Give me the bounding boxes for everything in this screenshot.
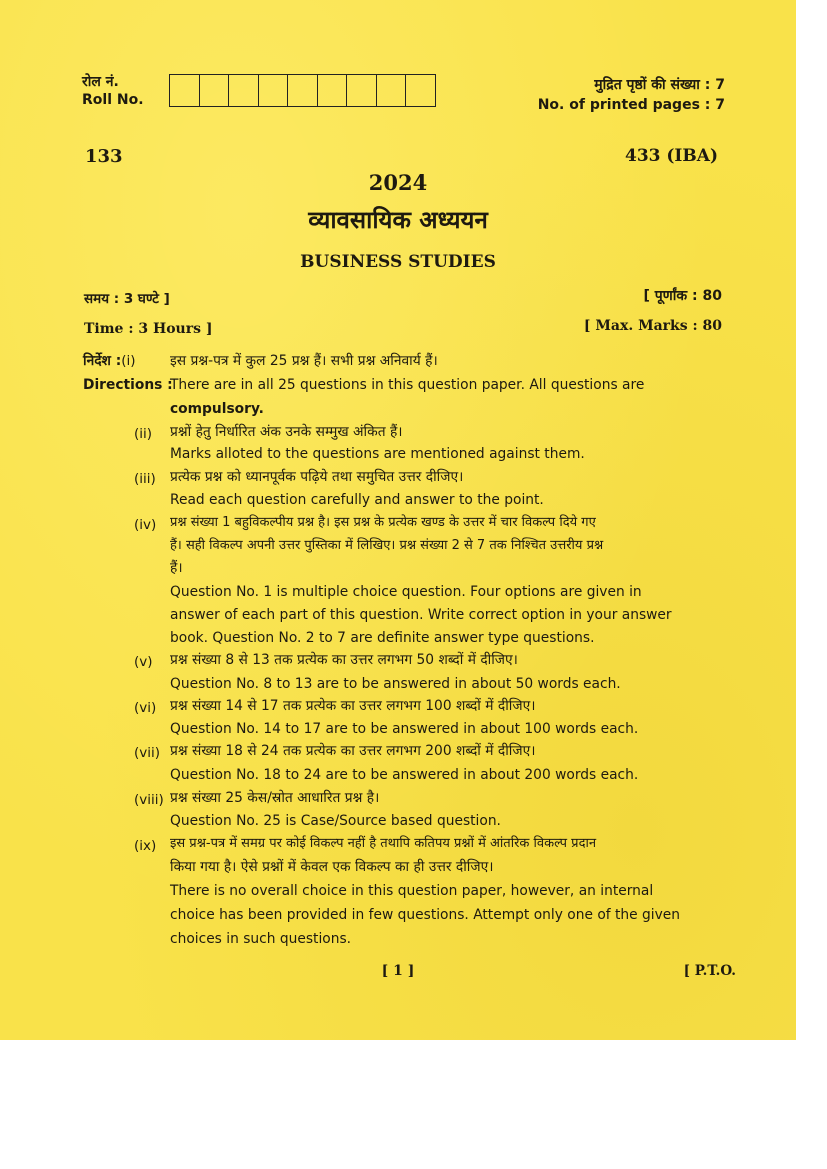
- direction-4-hindi-line2: हैं। सही विकल्प अपनी उत्तर पुस्तिका में लिखिए। प्रश्न संख्या 2 से 7 तक निश्चित उत्तरीय प्रश्न: [170, 538, 604, 553]
- paper-code-right: 433 (IBA): [624, 146, 718, 166]
- roll-box: [170, 75, 200, 106]
- direction-number: (ii): [134, 426, 153, 442]
- please-turn-over: [ P.T.O.: [683, 963, 736, 979]
- direction-7-english: Question No. 18 to 24 are to be answered in about 200 words each.: [170, 767, 639, 783]
- direction-number: (iii): [134, 471, 156, 487]
- directions-hindi-label: [83, 350, 136, 372]
- direction-1-hindi: इस प्रश्न-पत्र में कुल 25 प्रश्न हैं। सभी प्रश्न अनिवार्य हैं।: [170, 353, 438, 369]
- roll-box: [318, 75, 348, 106]
- max-marks-english: [ Max. Marks : 80: [583, 318, 722, 334]
- direction-6-english: Question No. 14 to 17 are to be answered in about 100 words each.: [170, 721, 639, 737]
- subject-title-hindi: व्यावसायिक अध्ययन: [308, 206, 488, 234]
- direction-5-hindi: प्रश्न संख्या 8 से 13 तक प्रत्येक का उत्तर लगभग 50 शब्दों में दीजिए।: [170, 652, 518, 668]
- direction-9-english-line1: There is no overall choice in this question paper, however, an internal: [170, 883, 654, 899]
- directions-label-hindi: निर्देश :: [83, 353, 122, 369]
- roll-number-label: [82, 73, 144, 109]
- direction-9-english-line3: choices in such questions.: [170, 931, 352, 947]
- roll-label-hindi: रोल नं.: [82, 74, 119, 90]
- exam-year: 2024: [368, 170, 428, 195]
- direction-2-english: Marks alloted to the questions are mentioned against them.: [170, 446, 585, 462]
- direction-6-hindi: प्रश्न संख्या 14 से 17 तक प्रत्येक का उत्तर लगभग 100 शब्दों में दीजिए।: [170, 698, 536, 714]
- direction-8-english: Question No. 25 is Case/Source based question.: [170, 813, 501, 829]
- direction-4-english-line2: answer of each part of this question. Write correct option in your answer: [170, 607, 672, 623]
- direction-9-hindi-line1: इस प्रश्न-पत्र में समग्र पर कोई विकल्प नहीं है तथापि कतिपय प्रश्नों में आंतरिक विकल्प प्रदान: [170, 836, 597, 851]
- time-hindi: समय : 3 घण्टे ]: [84, 291, 170, 307]
- direction-4-english-line1: Question No. 1 is multiple choice question. Four options are given in: [170, 584, 642, 600]
- max-marks-hindi: [ पूर्णांक : 80: [643, 288, 722, 304]
- roll-box: [347, 75, 377, 106]
- direction-9-english-line2: choice has been provided in few questions. Attempt only one of the given: [170, 907, 681, 923]
- direction-5-english: Question No. 8 to 13 are to be answered in about 50 words each.: [170, 676, 621, 692]
- direction-2-hindi: प्रश्नों हेतु निर्धारित अंक उनके सम्मुख अंकित हैं।: [170, 424, 403, 440]
- direction-7-hindi: प्रश्न संख्या 18 से 24 तक प्रत्येक का उत्तर लगभग 200 शब्दों में दीजिए।: [170, 743, 536, 759]
- direction-number: (i): [121, 353, 136, 369]
- direction-3-english: Read each question carefully and answer to the point.: [170, 492, 544, 508]
- printed-pages-english: No. of printed pages : 7: [537, 97, 725, 113]
- roll-box: [259, 75, 289, 106]
- time-english: Time : 3 Hours ]: [84, 321, 213, 337]
- direction-number: (vii): [134, 745, 161, 761]
- direction-number: (viii): [134, 792, 164, 808]
- direction-3-hindi: प्रत्येक प्रश्न को ध्यानपूर्वक पढ़िये तथा समुचित उत्तर दीजिए।: [170, 469, 464, 485]
- roll-label-english: Roll No.: [82, 92, 144, 108]
- direction-4-hindi-line1: प्रश्न संख्या 1 बहुविकल्पीय प्रश्न है। इस प्रश्न के प्रत्येक खण्ड के उत्तर में चार विकल्प दिये गए: [170, 515, 596, 530]
- printed-pages-info: [538, 75, 725, 115]
- roll-box: [406, 75, 435, 106]
- direction-number: (iv): [134, 517, 157, 533]
- page-number: [ 1 ]: [381, 963, 415, 979]
- direction-4-english-line3: book. Question No. 2 to 7 are definite answer type questions.: [170, 630, 595, 646]
- roll-box: [377, 75, 407, 106]
- printed-pages-hindi: मुद्रित पृष्ठों की संख्या : 7: [594, 77, 725, 93]
- subject-title-english: BUSINESS STUDIES: [300, 252, 496, 272]
- directions-label-english: Directions :: [83, 377, 173, 393]
- paper-code-left: 133: [85, 146, 123, 167]
- direction-1-english-line1: There are in all 25 questions in this question paper. All questions are: [170, 377, 645, 393]
- direction-4-hindi-line3: हैं।: [170, 560, 183, 576]
- direction-1-english-line2: compulsory.: [170, 401, 264, 417]
- direction-8-hindi: प्रश्न संख्या 25 केस/स्रोत आधारित प्रश्न है।: [170, 790, 380, 806]
- direction-9-hindi-line2: किया गया है। ऐसे प्रश्नों में केवल एक विकल्प का ही उत्तर दीजिए।: [170, 859, 494, 875]
- roll-number-boxes: [169, 74, 436, 107]
- direction-number: (ix): [134, 838, 157, 854]
- roll-box: [229, 75, 259, 106]
- roll-box: [288, 75, 318, 106]
- roll-box: [200, 75, 230, 106]
- direction-number: (vi): [134, 700, 157, 716]
- direction-number: (v): [134, 654, 153, 670]
